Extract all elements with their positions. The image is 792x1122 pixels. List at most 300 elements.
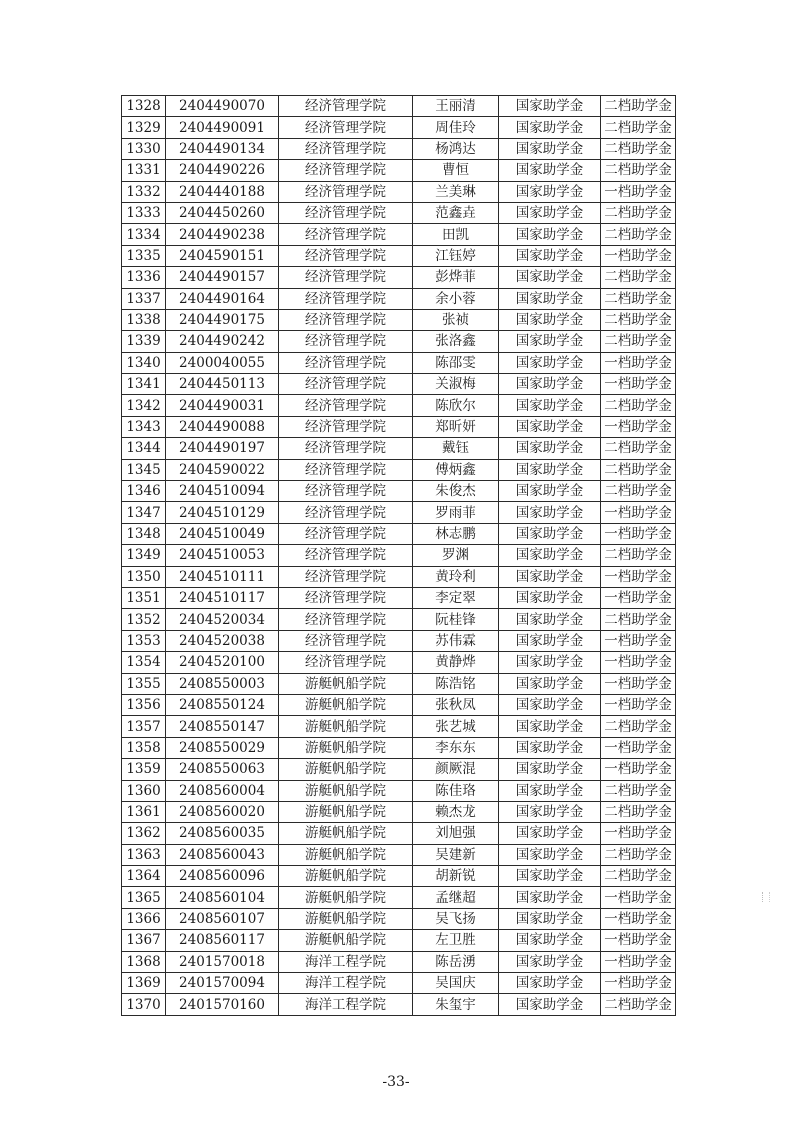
aid-type-cell: 国家助学金 (499, 438, 601, 459)
college-cell: 经济管理学院 (279, 181, 413, 202)
student-id-cell: 2404520034 (166, 609, 279, 630)
college-cell: 经济管理学院 (279, 545, 413, 566)
row-sequence-cell: 1329 (122, 117, 166, 138)
aid-level-cell: 一档助学金 (601, 181, 676, 202)
aid-type-cell: 国家助学金 (499, 523, 601, 544)
aid-level-cell: 一档助学金 (601, 245, 676, 266)
aid-type-cell: 国家助学金 (499, 224, 601, 245)
table-row (122, 609, 676, 630)
college-cell: 经济管理学院 (279, 566, 413, 587)
college-cell: 经济管理学院 (279, 160, 413, 181)
aid-level-cell: 一档助学金 (601, 823, 676, 844)
table-row (122, 245, 676, 266)
aid-level-cell: 二档助学金 (601, 994, 676, 1015)
row-sequence-cell: 1339 (122, 331, 166, 352)
student-name-cell: 李定翠 (413, 587, 499, 608)
aid-level-cell: 二档助学金 (601, 224, 676, 245)
row-sequence-cell: 1350 (122, 566, 166, 587)
student-name-cell: 刘旭强 (413, 823, 499, 844)
student-id-cell: 2404510111 (166, 566, 279, 587)
aid-type-cell: 国家助学金 (499, 737, 601, 758)
student-id-cell: 2404490031 (166, 395, 279, 416)
aid-level-cell: 二档助学金 (601, 481, 676, 502)
row-sequence-cell: 1365 (122, 887, 166, 908)
student-id-cell: 2404510094 (166, 481, 279, 502)
student-id-cell: 2408560004 (166, 780, 279, 801)
row-sequence-cell: 1334 (122, 224, 166, 245)
row-sequence-cell: 1356 (122, 694, 166, 715)
aid-type-cell: 国家助学金 (499, 652, 601, 673)
aid-type-cell: 国家助学金 (499, 202, 601, 223)
aid-type-cell: 国家助学金 (499, 566, 601, 587)
aid-type-cell: 国家助学金 (499, 801, 601, 822)
college-cell: 游艇帆船学院 (279, 887, 413, 908)
college-cell: 经济管理学院 (279, 331, 413, 352)
student-id-cell: 2408550003 (166, 673, 279, 694)
student-name-cell: 颜厥混 (413, 759, 499, 780)
table-row (122, 694, 676, 715)
table-row (122, 374, 676, 395)
aid-type-cell: 国家助学金 (499, 138, 601, 159)
college-cell: 经济管理学院 (279, 309, 413, 330)
table-row (122, 160, 676, 181)
row-sequence-cell: 1335 (122, 245, 166, 266)
table-row (122, 181, 676, 202)
student-id-cell: 2404490091 (166, 117, 279, 138)
student-id-cell: 2404510049 (166, 523, 279, 544)
college-cell: 经济管理学院 (279, 438, 413, 459)
table-row (122, 994, 676, 1015)
row-sequence-cell: 1352 (122, 609, 166, 630)
table-row (122, 844, 676, 865)
college-cell: 经济管理学院 (279, 523, 413, 544)
aid-type-cell: 国家助学金 (499, 994, 601, 1015)
aid-level-cell: 二档助学金 (601, 609, 676, 630)
student-id-cell: 2404450260 (166, 202, 279, 223)
student-id-cell: 2408560107 (166, 908, 279, 929)
table-row (122, 459, 676, 480)
student-name-cell: 彭烨菲 (413, 267, 499, 288)
student-name-cell: 郑昕妍 (413, 416, 499, 437)
student-id-cell: 2408560096 (166, 866, 279, 887)
aid-type-cell: 国家助学金 (499, 930, 601, 951)
row-sequence-cell: 1330 (122, 138, 166, 159)
college-cell: 游艇帆船学院 (279, 716, 413, 737)
table-row (122, 224, 676, 245)
student-name-cell: 赖杰龙 (413, 801, 499, 822)
aid-type-cell: 国家助学金 (499, 908, 601, 929)
aid-type-cell: 国家助学金 (499, 96, 601, 117)
aid-type-cell: 国家助学金 (499, 716, 601, 737)
aid-level-cell: 一档助学金 (601, 908, 676, 929)
row-sequence-cell: 1328 (122, 96, 166, 117)
table-body (122, 96, 676, 1016)
row-sequence-cell: 1359 (122, 759, 166, 780)
table-row (122, 523, 676, 544)
aid-type-cell: 国家助学金 (499, 973, 601, 994)
student-id-cell: 2408560043 (166, 844, 279, 865)
student-id-cell: 2400040055 (166, 352, 279, 373)
row-sequence-cell: 1353 (122, 630, 166, 651)
student-name-cell: 周佳玲 (413, 117, 499, 138)
table-row (122, 96, 676, 117)
aid-type-cell: 国家助学金 (499, 352, 601, 373)
table-row (122, 908, 676, 929)
aid-level-cell: 二档助学金 (601, 801, 676, 822)
row-sequence-cell: 1368 (122, 951, 166, 972)
college-cell: 经济管理学院 (279, 288, 413, 309)
table-row (122, 887, 676, 908)
student-id-cell: 2401570018 (166, 951, 279, 972)
table-row (122, 395, 676, 416)
table-row (122, 352, 676, 373)
student-id-cell: 2404450113 (166, 374, 279, 395)
table-row (122, 117, 676, 138)
aid-level-cell: 一档助学金 (601, 630, 676, 651)
row-sequence-cell: 1337 (122, 288, 166, 309)
aid-type-cell: 国家助学金 (499, 780, 601, 801)
aid-level-cell: 二档助学金 (601, 545, 676, 566)
aid-level-cell: 一档助学金 (601, 374, 676, 395)
student-id-cell: 2404490197 (166, 438, 279, 459)
table-row (122, 545, 676, 566)
aid-type-cell: 国家助学金 (499, 759, 601, 780)
aid-type-cell: 国家助学金 (499, 245, 601, 266)
row-sequence-cell: 1333 (122, 202, 166, 223)
aid-type-cell: 国家助学金 (499, 459, 601, 480)
table-row (122, 630, 676, 651)
aid-level-cell: 一档助学金 (601, 352, 676, 373)
table-row (122, 716, 676, 737)
student-id-cell: 2404510129 (166, 502, 279, 523)
student-id-cell: 2404490157 (166, 267, 279, 288)
student-name-cell: 罗渊 (413, 545, 499, 566)
aid-level-cell: 二档助学金 (601, 438, 676, 459)
table-row (122, 823, 676, 844)
student-id-cell: 2408550029 (166, 737, 279, 758)
table-row (122, 481, 676, 502)
row-sequence-cell: 1345 (122, 459, 166, 480)
aid-level-cell: 一档助学金 (601, 566, 676, 587)
college-cell: 游艇帆船学院 (279, 694, 413, 715)
table-row (122, 737, 676, 758)
student-id-cell: 2404590022 (166, 459, 279, 480)
aid-type-cell: 国家助学金 (499, 673, 601, 694)
student-id-cell: 2404490070 (166, 96, 279, 117)
aid-type-cell: 国家助学金 (499, 331, 601, 352)
college-cell: 游艇帆船学院 (279, 673, 413, 694)
aid-type-cell: 国家助学金 (499, 587, 601, 608)
aid-type-cell: 国家助学金 (499, 866, 601, 887)
row-sequence-cell: 1346 (122, 481, 166, 502)
row-sequence-cell: 1342 (122, 395, 166, 416)
college-cell: 游艇帆船学院 (279, 823, 413, 844)
row-sequence-cell: 1363 (122, 844, 166, 865)
student-name-cell: 戴钰 (413, 438, 499, 459)
student-name-cell: 林志鹏 (413, 523, 499, 544)
aid-level-cell: 二档助学金 (601, 202, 676, 223)
student-name-cell: 吴建新 (413, 844, 499, 865)
student-id-cell: 2404490134 (166, 138, 279, 159)
student-name-cell: 张祯 (413, 309, 499, 330)
student-name-cell: 吴飞扬 (413, 908, 499, 929)
aid-type-cell: 国家助学金 (499, 502, 601, 523)
student-name-cell: 范鑫垚 (413, 202, 499, 223)
row-sequence-cell: 1338 (122, 309, 166, 330)
table-row (122, 288, 676, 309)
row-sequence-cell: 1336 (122, 267, 166, 288)
row-sequence-cell: 1354 (122, 652, 166, 673)
aid-level-cell: 二档助学金 (601, 331, 676, 352)
table-row (122, 951, 676, 972)
table-row (122, 267, 676, 288)
college-cell: 游艇帆船学院 (279, 930, 413, 951)
student-name-cell: 李东东 (413, 737, 499, 758)
college-cell: 经济管理学院 (279, 609, 413, 630)
row-sequence-cell: 1360 (122, 780, 166, 801)
aid-level-cell: 二档助学金 (601, 267, 676, 288)
table-row (122, 759, 676, 780)
row-sequence-cell: 1369 (122, 973, 166, 994)
student-id-cell: 2408560117 (166, 930, 279, 951)
table-row (122, 801, 676, 822)
row-sequence-cell: 1331 (122, 160, 166, 181)
student-name-cell: 曹恒 (413, 160, 499, 181)
table-row (122, 930, 676, 951)
college-cell: 经济管理学院 (279, 138, 413, 159)
student-id-cell: 2404490238 (166, 224, 279, 245)
student-name-cell: 王丽清 (413, 96, 499, 117)
student-id-cell: 2404490226 (166, 160, 279, 181)
student-id-cell: 2408550147 (166, 716, 279, 737)
aid-level-cell: 一档助学金 (601, 694, 676, 715)
college-cell: 经济管理学院 (279, 416, 413, 437)
row-sequence-cell: 1357 (122, 716, 166, 737)
student-name-cell: 张艺城 (413, 716, 499, 737)
college-cell: 游艇帆船学院 (279, 737, 413, 758)
aid-level-cell: 一档助学金 (601, 930, 676, 951)
aid-type-cell: 国家助学金 (499, 309, 601, 330)
aid-level-cell: 二档助学金 (601, 459, 676, 480)
aid-type-cell: 国家助学金 (499, 374, 601, 395)
college-cell: 经济管理学院 (279, 395, 413, 416)
aid-level-cell: 二档助学金 (601, 117, 676, 138)
student-id-cell: 2404440188 (166, 181, 279, 202)
student-name-cell: 吴国庆 (413, 973, 499, 994)
aid-level-cell: 一档助学金 (601, 652, 676, 673)
aid-type-cell: 国家助学金 (499, 181, 601, 202)
college-cell: 经济管理学院 (279, 202, 413, 223)
aid-level-cell: 一档助学金 (601, 951, 676, 972)
college-cell: 经济管理学院 (279, 374, 413, 395)
college-cell: 经济管理学院 (279, 502, 413, 523)
student-name-cell: 左卫胜 (413, 930, 499, 951)
college-cell: 经济管理学院 (279, 96, 413, 117)
aid-level-cell: 二档助学金 (601, 309, 676, 330)
student-name-cell: 余小蓉 (413, 288, 499, 309)
aid-level-cell: 二档助学金 (601, 395, 676, 416)
student-id-cell: 2408560104 (166, 887, 279, 908)
table-row (122, 587, 676, 608)
college-cell: 经济管理学院 (279, 117, 413, 138)
student-name-cell: 孟继超 (413, 887, 499, 908)
aid-type-cell: 国家助学金 (499, 117, 601, 138)
college-cell: 经济管理学院 (279, 459, 413, 480)
student-name-cell: 陈邵雯 (413, 352, 499, 373)
college-cell: 游艇帆船学院 (279, 801, 413, 822)
student-id-cell: 2404520038 (166, 630, 279, 651)
aid-level-cell: 二档助学金 (601, 844, 676, 865)
aid-level-cell: 一档助学金 (601, 737, 676, 758)
aid-level-cell: 二档助学金 (601, 866, 676, 887)
college-cell: 游艇帆船学院 (279, 844, 413, 865)
student-name-cell: 陈浩铭 (413, 673, 499, 694)
aid-type-cell: 国家助学金 (499, 823, 601, 844)
table-row (122, 331, 676, 352)
college-cell: 游艇帆船学院 (279, 866, 413, 887)
college-cell: 海洋工程学院 (279, 951, 413, 972)
row-sequence-cell: 1362 (122, 823, 166, 844)
aid-type-cell: 国家助学金 (499, 267, 601, 288)
aid-level-cell: 一档助学金 (601, 587, 676, 608)
student-name-cell: 陈岳湧 (413, 951, 499, 972)
aid-type-cell: 国家助学金 (499, 951, 601, 972)
student-name-cell: 关淑梅 (413, 374, 499, 395)
student-id-cell: 2404490164 (166, 288, 279, 309)
aid-type-cell: 国家助学金 (499, 844, 601, 865)
student-name-cell: 黄玲利 (413, 566, 499, 587)
table-row (122, 502, 676, 523)
row-sequence-cell: 1344 (122, 438, 166, 459)
student-name-cell: 田凯 (413, 224, 499, 245)
row-sequence-cell: 1343 (122, 416, 166, 437)
student-id-cell: 2404490242 (166, 331, 279, 352)
aid-level-cell: 二档助学金 (601, 288, 676, 309)
student-name-cell: 江钰婷 (413, 245, 499, 266)
college-cell: 游艇帆船学院 (279, 908, 413, 929)
student-name-cell: 黄静烨 (413, 652, 499, 673)
college-cell: 经济管理学院 (279, 245, 413, 266)
table-row (122, 438, 676, 459)
aid-level-cell: 一档助学金 (601, 973, 676, 994)
row-sequence-cell: 1366 (122, 908, 166, 929)
row-sequence-cell: 1364 (122, 866, 166, 887)
student-name-cell: 胡新锐 (413, 866, 499, 887)
college-cell: 经济管理学院 (279, 630, 413, 651)
row-sequence-cell: 1355 (122, 673, 166, 694)
row-sequence-cell: 1340 (122, 352, 166, 373)
row-sequence-cell: 1361 (122, 801, 166, 822)
aid-type-cell: 国家助学金 (499, 694, 601, 715)
student-name-cell: 傅炳鑫 (413, 459, 499, 480)
table-row (122, 309, 676, 330)
table-row (122, 973, 676, 994)
row-sequence-cell: 1347 (122, 502, 166, 523)
row-sequence-cell: 1348 (122, 523, 166, 544)
college-cell: 游艇帆船学院 (279, 780, 413, 801)
aid-level-cell: 二档助学金 (601, 138, 676, 159)
aid-type-cell: 国家助学金 (499, 545, 601, 566)
student-id-cell: 2404490088 (166, 416, 279, 437)
row-sequence-cell: 1332 (122, 181, 166, 202)
scan-artifact (762, 892, 770, 902)
aid-type-cell: 国家助学金 (499, 630, 601, 651)
page-number: -33- (382, 1074, 410, 1090)
student-name-cell: 朱俊杰 (413, 481, 499, 502)
aid-level-cell: 二档助学金 (601, 96, 676, 117)
student-id-cell: 2404510117 (166, 587, 279, 608)
student-name-cell: 罗雨菲 (413, 502, 499, 523)
row-sequence-cell: 1351 (122, 587, 166, 608)
row-sequence-cell: 1358 (122, 737, 166, 758)
student-id-cell: 2408560020 (166, 801, 279, 822)
college-cell: 经济管理学院 (279, 352, 413, 373)
aid-level-cell: 二档助学金 (601, 716, 676, 737)
student-id-cell: 2404510053 (166, 545, 279, 566)
row-sequence-cell: 1349 (122, 545, 166, 566)
student-name-cell: 苏伟霖 (413, 630, 499, 651)
table-row (122, 138, 676, 159)
student-id-cell: 2401570160 (166, 994, 279, 1015)
college-cell: 经济管理学院 (279, 224, 413, 245)
college-cell: 经济管理学院 (279, 587, 413, 608)
aid-level-cell: 一档助学金 (601, 502, 676, 523)
college-cell: 游艇帆船学院 (279, 759, 413, 780)
table-row (122, 780, 676, 801)
table-row (122, 673, 676, 694)
table-row (122, 202, 676, 223)
aid-level-cell: 一档助学金 (601, 416, 676, 437)
student-name-cell: 阮桂锋 (413, 609, 499, 630)
row-sequence-cell: 1367 (122, 930, 166, 951)
aid-type-cell: 国家助学金 (499, 160, 601, 181)
row-sequence-cell: 1370 (122, 994, 166, 1015)
student-name-cell: 杨鸿达 (413, 138, 499, 159)
college-cell: 经济管理学院 (279, 652, 413, 673)
student-id-cell: 2408550124 (166, 694, 279, 715)
aid-type-cell: 国家助学金 (499, 887, 601, 908)
student-id-cell: 2408560035 (166, 823, 279, 844)
row-sequence-cell: 1341 (122, 374, 166, 395)
student-name-cell: 张秋凤 (413, 694, 499, 715)
aid-level-cell: 一档助学金 (601, 887, 676, 908)
college-cell: 经济管理学院 (279, 267, 413, 288)
aid-type-cell: 国家助学金 (499, 395, 601, 416)
aid-level-cell: 二档助学金 (601, 780, 676, 801)
student-name-cell: 陈佳珞 (413, 780, 499, 801)
aid-level-cell: 一档助学金 (601, 523, 676, 544)
aid-level-cell: 二档助学金 (601, 160, 676, 181)
student-name-cell: 兰美琳 (413, 181, 499, 202)
student-id-cell: 2408550063 (166, 759, 279, 780)
aid-level-cell: 一档助学金 (601, 759, 676, 780)
aid-type-cell: 国家助学金 (499, 288, 601, 309)
student-id-cell: 2404520100 (166, 652, 279, 673)
table-row (122, 652, 676, 673)
table-row (122, 566, 676, 587)
student-name-cell: 朱玺宇 (413, 994, 499, 1015)
student-name-cell: 陈欣尔 (413, 395, 499, 416)
table-row (122, 866, 676, 887)
college-cell: 经济管理学院 (279, 481, 413, 502)
college-cell: 海洋工程学院 (279, 973, 413, 994)
aid-type-cell: 国家助学金 (499, 481, 601, 502)
aid-type-cell: 国家助学金 (499, 609, 601, 630)
student-id-cell: 2401570094 (166, 973, 279, 994)
aid-type-cell: 国家助学金 (499, 416, 601, 437)
aid-level-cell: 一档助学金 (601, 673, 676, 694)
table-row (122, 416, 676, 437)
